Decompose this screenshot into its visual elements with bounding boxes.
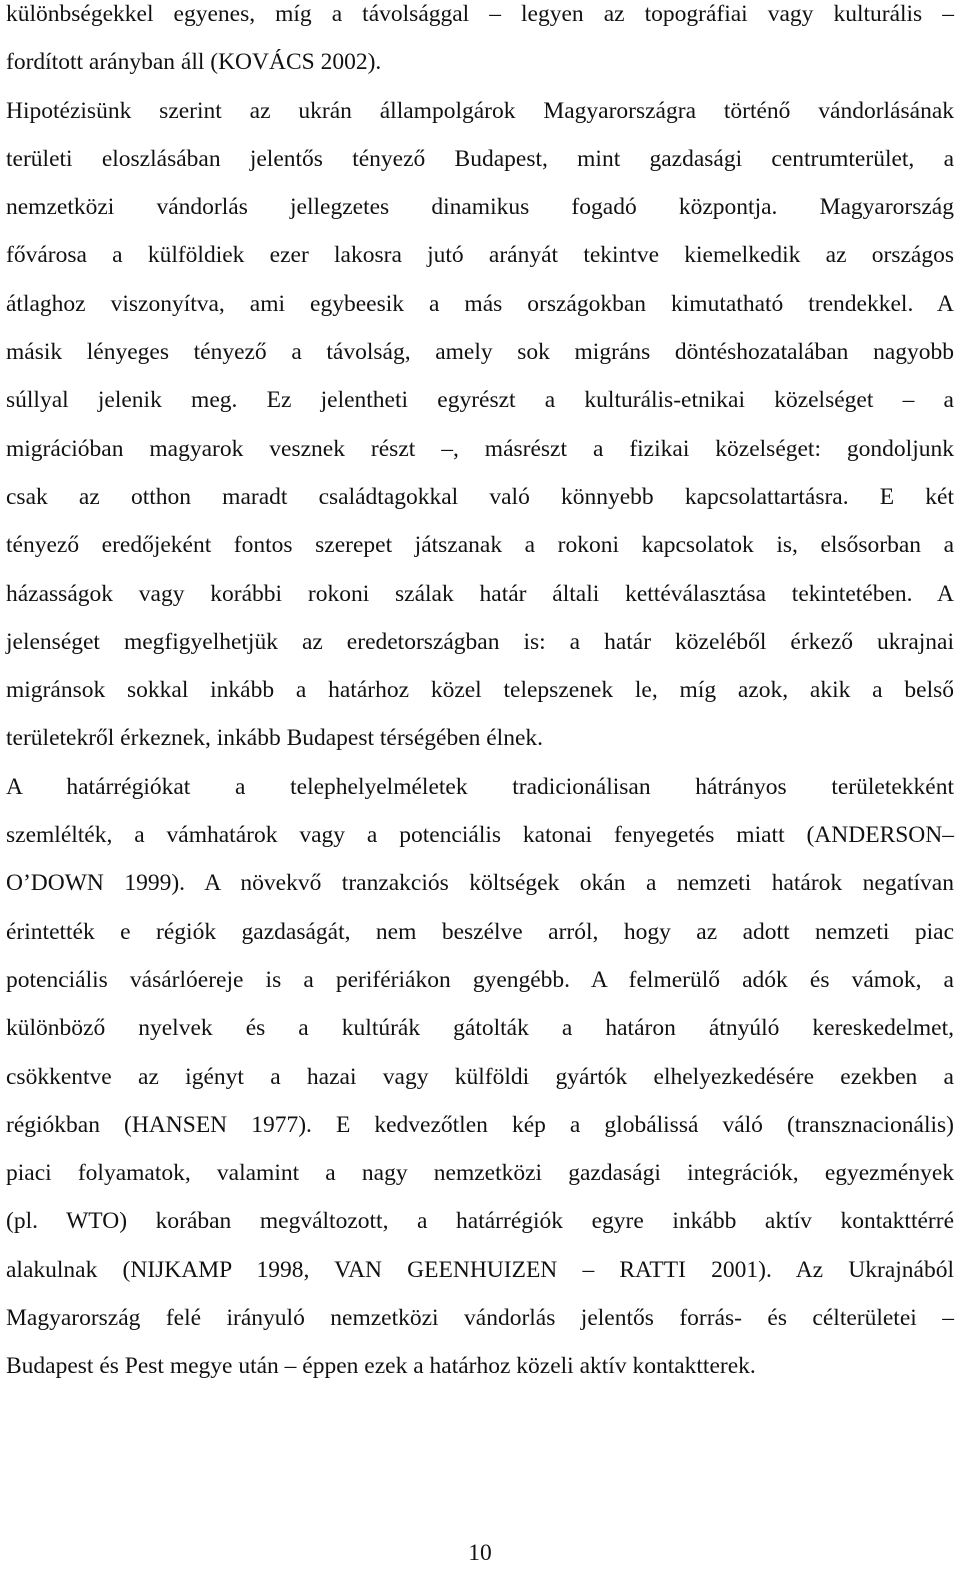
text-line: területekről érkeznek, inkább Budapest térségében élnek. xyxy=(6,725,544,752)
text-line: A határrégiókat a telephelyelméletek tradicionálisan hátrányos területekként xyxy=(6,773,954,800)
text-line: Budapest és Pest megye után – éppen ezek a határhoz közeli aktív kontaktterek. xyxy=(6,1353,756,1380)
text-line: csökkentve az igényt a hazai vagy külföldi gyártók elhelyezkedésére ezekben a xyxy=(6,1063,954,1090)
text-line: fővárosa a külföldiek ezer lakosra jutó arányát tekintve kiemelkedik az országos xyxy=(6,242,954,269)
text-line: Magyarország felé irányuló nemzetközi vándorlás jelentős forrás- és célterületei – xyxy=(6,1305,954,1332)
text-line: régiókban (HANSEN 1977). E kedvezőtlen kép a globálissá váló (transznacionális) xyxy=(6,1111,954,1138)
text-line: súllyal jelenik meg. Ez jelentheti egyrészt a kulturális-etnikai közelséget – a xyxy=(6,387,954,414)
text-line: különböző nyelvek és a kultúrák gátolták a határon átnyúló kereskedelmet, xyxy=(6,1015,954,1042)
text-line: tényező eredőjeként fontos szerepet játszanak a rokoni kapcsolatok is, elsősorban a xyxy=(6,532,954,559)
text-line: házasságok vagy korábbi rokoni szálak határ általi kettéválasztása tekintetében. A xyxy=(6,580,954,607)
text-line: nemzetközi vándorlás jellegzetes dinamikus fogadó központja. Magyarország xyxy=(6,194,954,221)
text-line: (pl. WTO) korában megváltozott, a határrégiók egyre inkább aktív kontakttérré xyxy=(6,1208,954,1235)
text-line: másik lényeges tényező a távolság, amely sok migráns döntéshozatalában nagyobb xyxy=(6,339,954,366)
text-line: jelenséget megfigyelhetjük az eredetországban is: a határ közeléből érkező ukrajnai xyxy=(6,628,954,655)
text-line: különbségekkel egyenes, míg a távolsággal – legyen az topográfiai vagy kulturális – xyxy=(6,1,954,27)
text-line: piaci folyamatok, valamint a nagy nemzetközi gazdasági integrációk, egyezmények xyxy=(6,1160,954,1187)
text-line: csak az otthon maradt családtagokkal való könnyebb kapcsolattartásra. E két xyxy=(6,483,954,510)
text-line: Hipotézisünk szerint az ukrán állampolgárok Magyarországra történő vándorlásának xyxy=(6,97,954,124)
text-line: migránsok sokkal inkább a határhoz közel telepszenek le, míg azok, akik a belső xyxy=(6,677,954,704)
text-line: érintették e régiók gazdaságát, nem beszélve arról, hogy az adott nemzeti piac xyxy=(6,918,954,945)
text-line: potenciális vásárlóereje is a perifériákon gyengébb. A felmerülő adók és vámok, a xyxy=(6,966,954,993)
text-line: szemlélték, a vámhatárok vagy a potenciális katonai fenyegetés miatt (ANDERSON– xyxy=(6,822,954,849)
text-line: területi eloszlásában jelentős tényező Budapest, mint gazdasági centrumterület, a xyxy=(6,145,954,172)
page-number: 10 xyxy=(468,1540,492,1566)
text-line: O’DOWN 1999). A növekvő tranzakciós költségek okán a nemzeti határok negatívan xyxy=(6,870,954,897)
text-line: átlaghoz viszonyítva, ami egybeesik a más országokban kimutatható trendekkel. A xyxy=(6,290,954,317)
body-text xyxy=(6,0,954,1391)
text-line: fordított arányban áll (KOVÁCS 2002). xyxy=(6,49,382,76)
text-line: alakulnak (NIJKAMP 1998, VAN GEENHUIZEN – RATTI 2001). Az Ukrajnából xyxy=(6,1256,954,1283)
text-line: migrációban magyarok vesznek részt –, másrészt a fizikai közelséget: gondoljunk xyxy=(6,435,954,462)
